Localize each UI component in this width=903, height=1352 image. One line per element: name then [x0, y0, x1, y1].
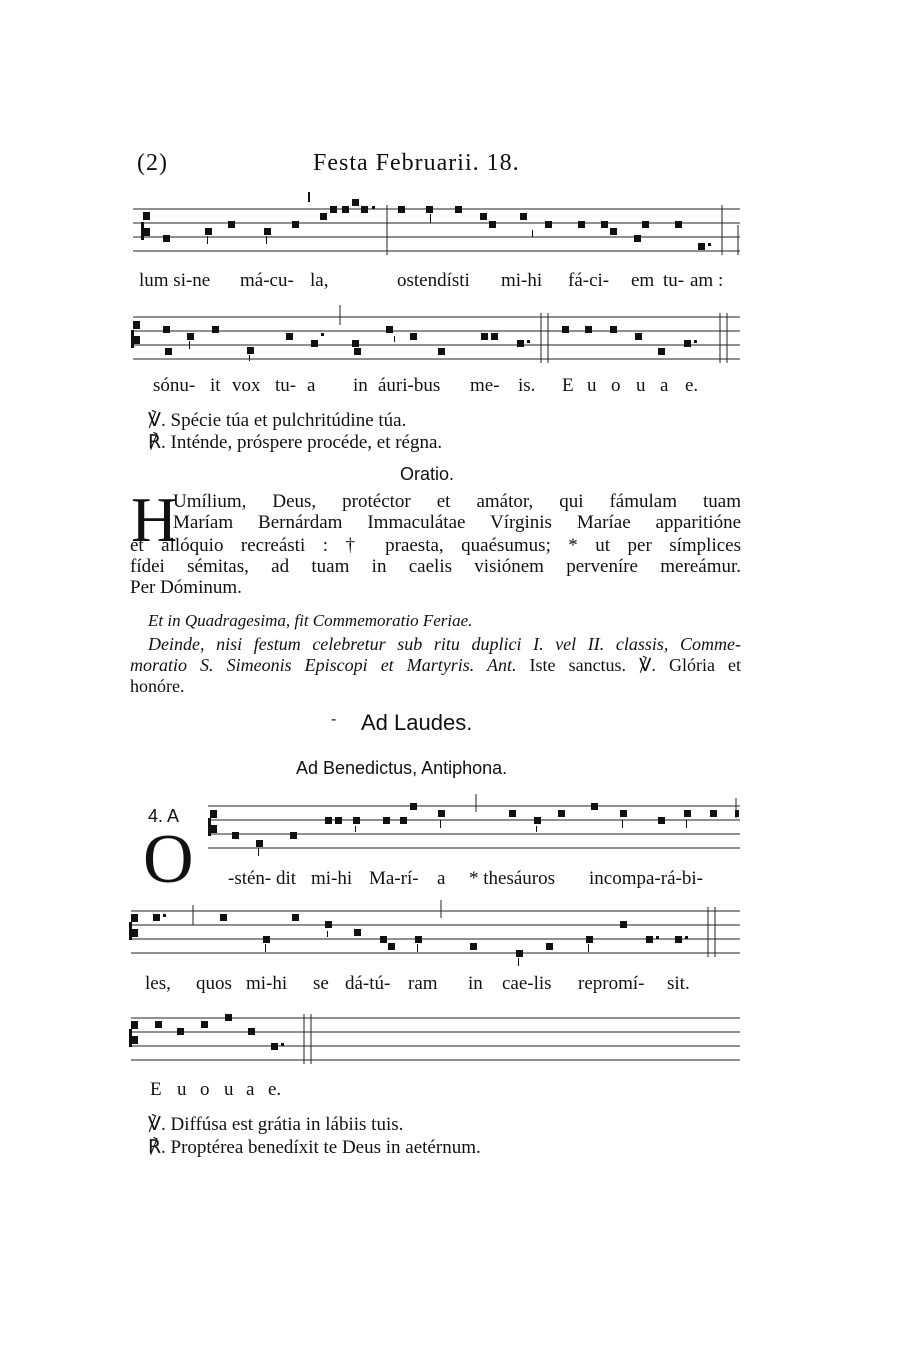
oratio-line: Maríam Bernárdam Immaculátae Vírginis Maríae apparitióne [173, 512, 741, 533]
rubric: Et in Quadragesima, fit Commemoratio Feriae. [148, 611, 473, 630]
oratio-line: Umílium, Deus, protéctor et amátor, qui fámulam tuam [173, 491, 741, 512]
syllable: incompa-rá-bi- [589, 868, 703, 889]
page-title: Festa Februarii. 18. [313, 150, 520, 176]
syllable: se [313, 973, 329, 994]
syllable: am : [690, 270, 724, 291]
syllable: a [307, 375, 316, 396]
syllable: -stén- [228, 868, 272, 889]
oratio-line: fídei sémitas, ad tuam in caelis visiónem perveníre mereámur. [130, 556, 741, 577]
syllable: sónu- [153, 375, 196, 396]
syllable: o [200, 1079, 210, 1100]
drop-cap-initial: O [143, 821, 194, 898]
rubric-roman-part: Iste sanctus. ℣. Glória et [529, 655, 742, 675]
syllable: quos [196, 973, 232, 994]
oratio-heading: Oratio. [400, 464, 455, 484]
syllable: mi-hi [246, 973, 288, 994]
oratio-line: Per Dóminum. [130, 577, 242, 598]
rubric-line: honóre. [130, 676, 185, 696]
syllable: tu- [275, 375, 297, 396]
syllable: les, [145, 973, 171, 994]
syllable: mi-hi [311, 868, 353, 889]
syllable: lum si-ne [139, 270, 211, 291]
antiphon-heading: Ad Benedictus, Antiphona. [296, 758, 508, 778]
syllable: a [660, 375, 669, 396]
syllable: cae-lis [502, 973, 552, 994]
syllable: * thesáuros [469, 868, 556, 889]
syllable: is. [518, 375, 536, 396]
versicle: ℣. Spécie túa et pulchritúdine túa. [148, 410, 407, 431]
syllable: repromí- [578, 973, 645, 994]
ad-laudes-dash: - [331, 711, 337, 728]
versicle: ℣. Diffúsa est grátia in lábiis tuis. [148, 1114, 404, 1135]
syllable: it [210, 375, 221, 396]
syllable: u [224, 1079, 234, 1100]
syllable: dá-tú- [345, 973, 391, 994]
syllable: e. [685, 375, 699, 396]
response: ℟. Proptérea benedíxit te Deus in aetérnum. [148, 1137, 481, 1158]
drop-cap-initial: H [131, 484, 178, 555]
syllable: E [150, 1079, 162, 1100]
syllable: vox [232, 375, 261, 396]
syllable: áuri-bus [378, 375, 441, 396]
rubric-line: Deinde, nisi festum celebretur sub ritu duplici I. vel II. classis, Comme- [148, 634, 741, 654]
syllable: o [611, 375, 621, 396]
mode-label: 4. A [148, 806, 180, 826]
ad-laudes-title: Ad Laudes. [361, 710, 473, 735]
syllable: in [353, 375, 368, 396]
syllable: u [587, 375, 597, 396]
page-number: (2) [137, 150, 168, 176]
syllable: fá-ci- [568, 270, 610, 291]
syllable: sit. [667, 973, 690, 994]
rubric-italic-part: moratio S. Simeonis Episcopi et Martyris. Ant. [130, 655, 517, 675]
syllable: em [631, 270, 655, 291]
syllable: in [468, 973, 483, 994]
syllable: Ma-rí- [369, 868, 419, 889]
oratio-line: et allóquio recreásti : † praesta, quaésumus; * ut per símplices [130, 535, 741, 556]
syllable: tu- [663, 270, 685, 291]
syllable: má-cu- [240, 270, 294, 291]
syllable: dit [276, 868, 297, 889]
syllable: ram [408, 973, 438, 994]
syllable: a [437, 868, 446, 889]
syllable: u [636, 375, 646, 396]
syllable: a [246, 1079, 255, 1100]
syllable: u [177, 1079, 187, 1100]
syllable: ostendísti [397, 270, 470, 291]
response: ℟. Inténde, próspere procéde, et régna. [148, 432, 443, 453]
syllable: la, [310, 270, 329, 291]
syllable: E [562, 375, 574, 396]
syllable: e. [268, 1079, 282, 1100]
syllable: mi-hi [501, 270, 543, 291]
syllable: me- [470, 375, 500, 396]
